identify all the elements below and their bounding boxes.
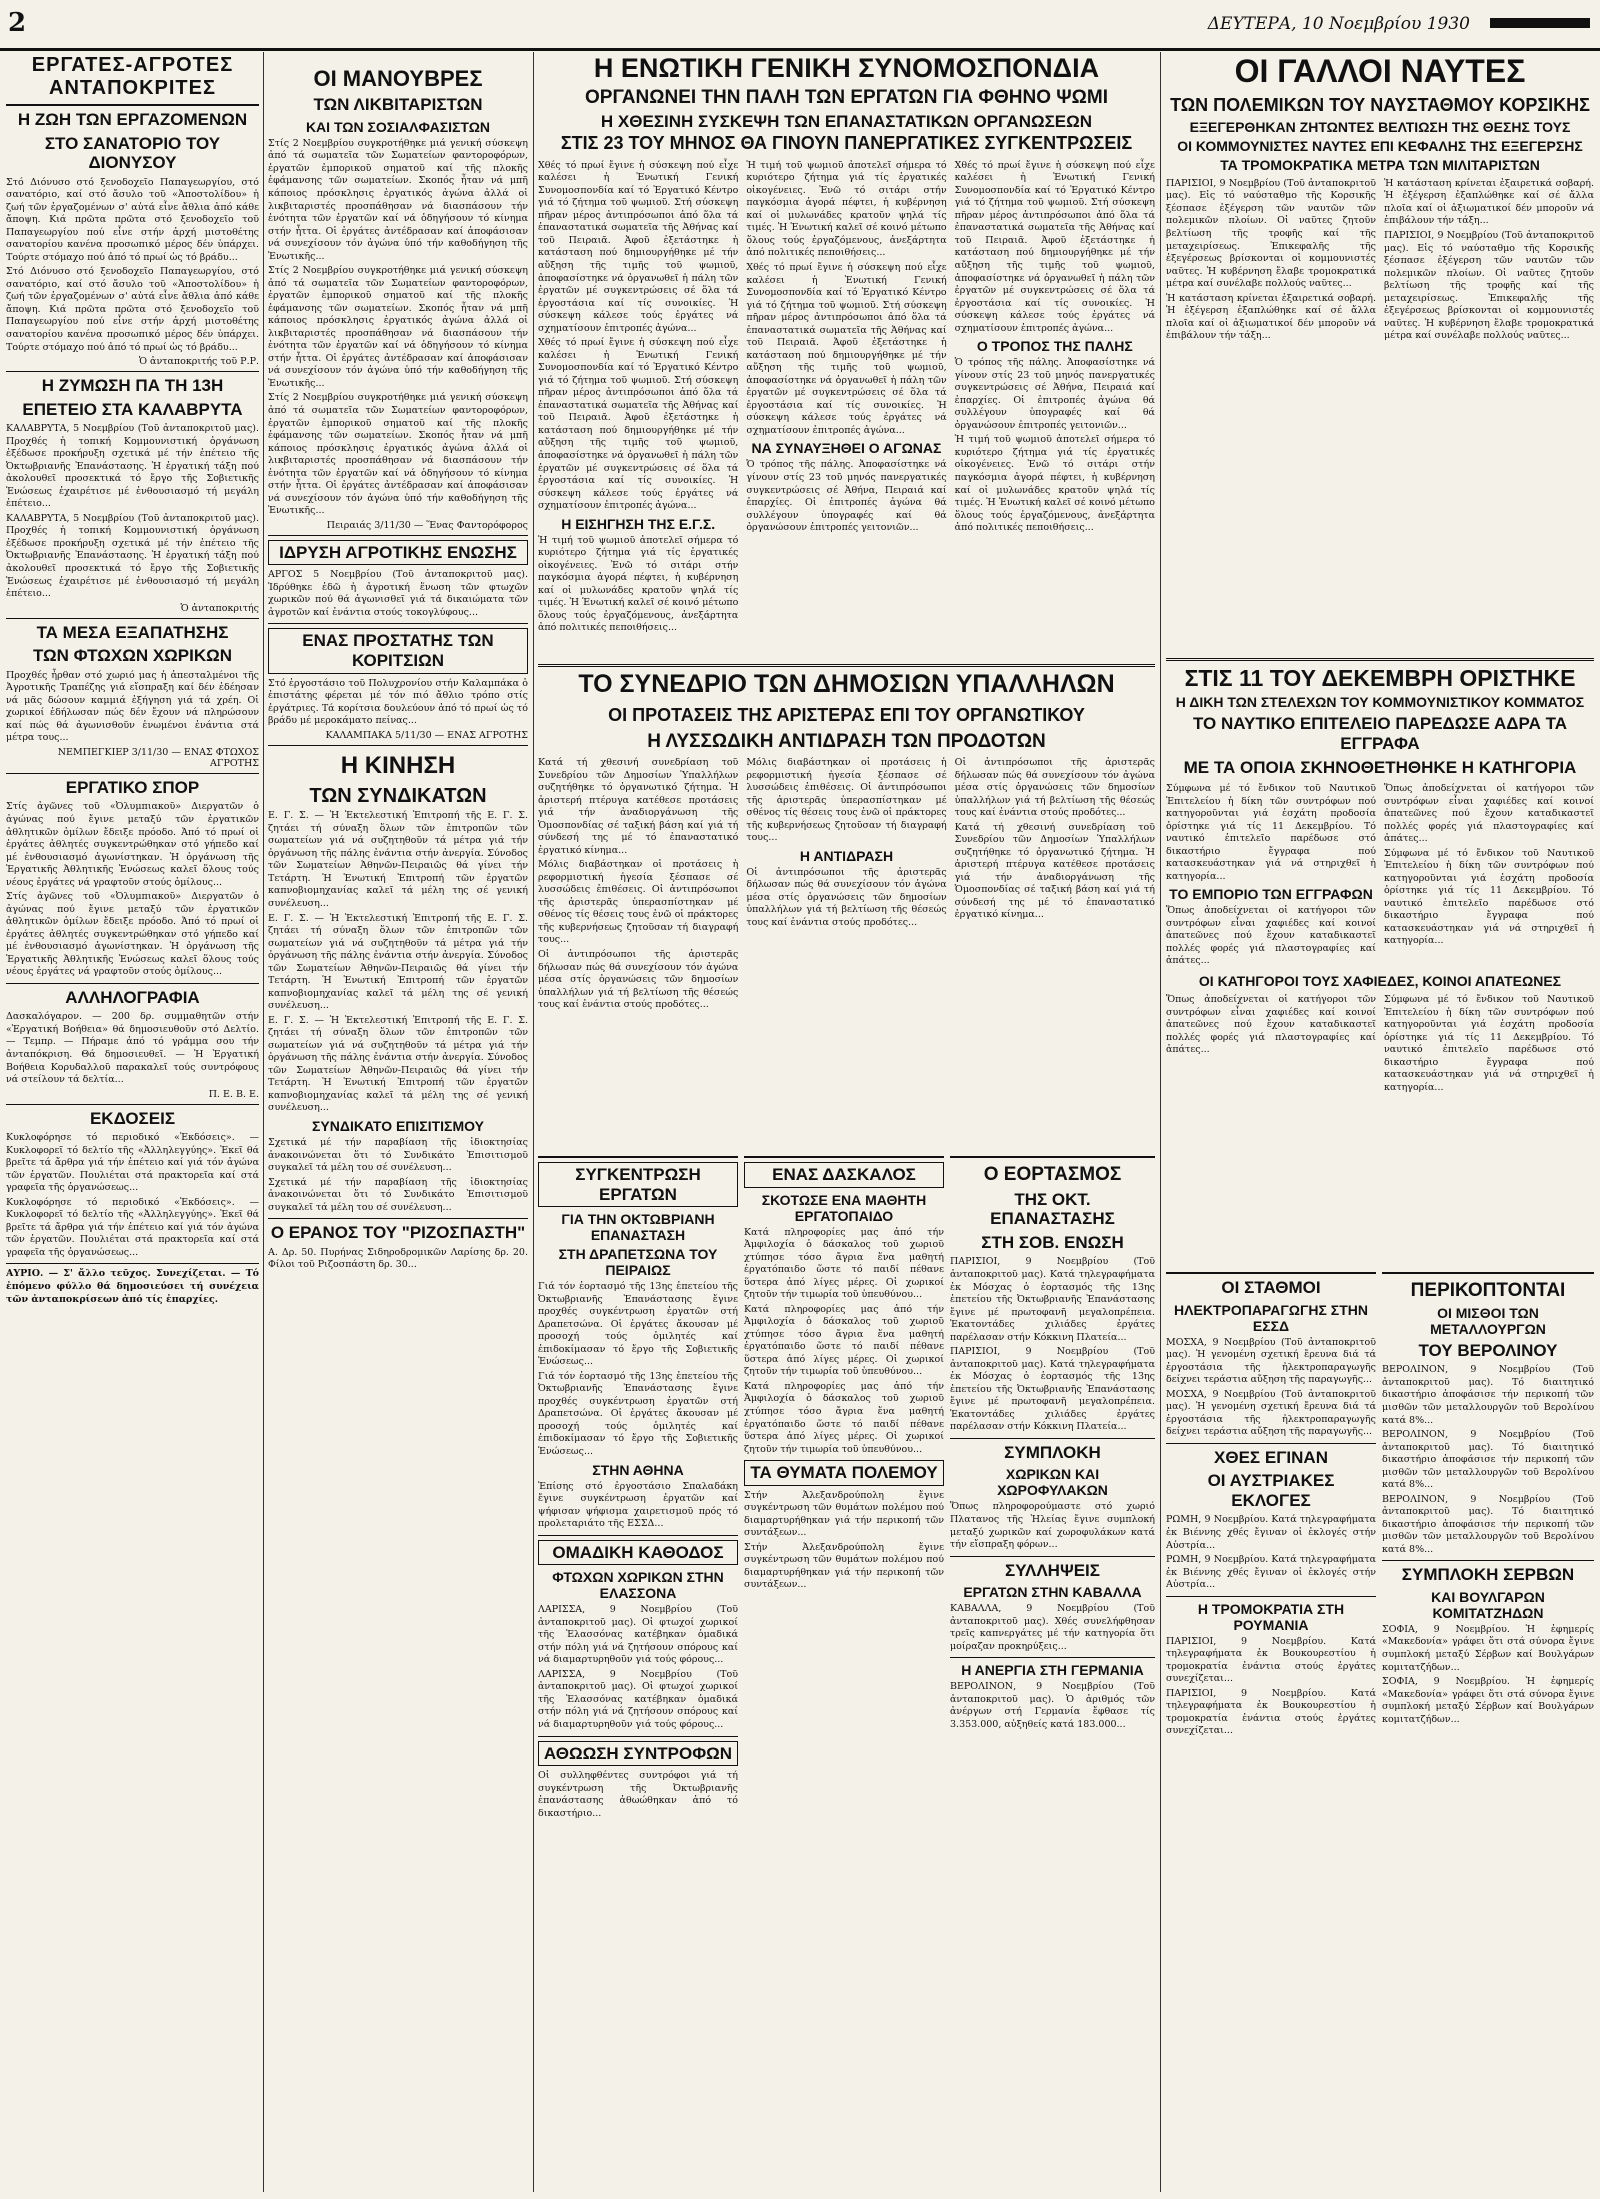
article-title: ΑΛΛΗΛΟΓΡΑΦΙΑ bbox=[65, 987, 200, 1007]
trial-article bbox=[1166, 658, 1594, 1271]
article-text-cont: Ἡ κατάσταση κρίνεται ἐξαιρετικά σοβαρή. Ἡ ἐξέγερση ἐξαπλώθηκε καί σέ ἄλλα πλοῖα καί οἱ ἀξιωματικοί δέν μποροῦν νά ἐπιβάλουν τήν τάξη... bbox=[1166, 292, 1376, 342]
article-text-cont: Κυκλοφόρησε τό περιοδικό «Ἐκδόσεις». — Κυκλοφορεῖ τό δελτίο τῆς «Ἀλληλεγγύης». Ἐκεῖ θά βρεῖτε τά ἄρθρα γιά τήν ἐπέτειο καί γιά τόν ἀγώνα τῶν ἐργατῶν. Πουλιέται στά πρακτορεῖα καί στά γραφεῖα τῆς ὀργανώσεως... bbox=[6, 1196, 259, 1258]
article-subhead: ΟΙ ΚΑΤΗΓΟΡΟΙ ΤΟΥΣ ΧΑΦΙΕΔΕΣ, ΚΟΙΝΟΙ ΑΠΑΤΕΩΝΕΣ bbox=[1198, 972, 1562, 989]
article-subtitle: ΚΑΙ ΤΩΝ ΣΟΣΙΑΛΦΑΣΙΣΤΩΝ bbox=[305, 118, 491, 135]
article-title: ΟΙ ΓΑΛΛΟΙ ΝΑΥΤΕΣ bbox=[1234, 54, 1526, 89]
article-text-cont: Σύμφωνα μέ τό ἔνδικον τοῦ Ναυτικοῦ Ἐπιτελείου ἡ δίκη τῶν συντρόφων πού κατηγοροῦνται γιά ἐσχάτη προδοσία ὁρίστηκε γιά τίς 11 Δεκεμβρίου. Τό ναυτικό ἐπιτελεῖο παρέδωσε στό δικαστήριο ἔγγραφα πού κατασκευάστηκαν γιά νά στηριχθεῖ ἡ κατηγορία... bbox=[1384, 847, 1594, 947]
article-subhead: ΤΟ ΕΜΠΟΡΙΟ ΤΩΝ ΕΓΓΡΑΦΩΝ bbox=[1169, 886, 1373, 903]
article-text: ΠΑΡΙΣΙΟΙ, 9 Νοεμβρίου (Τοῦ ἀνταποκριτοῦ μας). Κατά τηλεγραφήματα ἐκ Μόσχας ὁ ἑορτασμός τῆς 13ης ἐπετείου τῆς Ὀκτωβριανῆς Ἐπανάστασης ἔγινε μέ πρωτοφανῆ μεγαλοπρέπεια. Ἑκατοντάδες χιλιάδες ἐργάτες παρέλασαν στήν Κόκκινη Πλατεία... bbox=[950, 1256, 1155, 1343]
article-text: ΑΡΓΟΣ 5 Νοεμβρίου (Τοῦ ἀνταποκριτοῦ μας). Ἱδρύθηκε ἐδῶ ἡ ἀγροτική ἕνωση τῶν φτωχῶν χωρικῶν πού θά ἀγωνισθεῖ γιά τά δικαιώματα τῶν ἀγροτῶν καί ἐνάντια στούς τοκογλύφους... bbox=[268, 569, 528, 618]
article-text: Στίς ἀγῶνες τοῦ «Ὀλυμπιακοῦ» Διεργατῶν ὁ ἀγώνας πού ἔγινε μεταξύ τῶν ἐργατικῶν ἀθλητικῶν ὁμίλων ἔδειξε πρόοδο. Ἀπό τό πρωί οἱ ἐργάτες ἀθλητές συγκεντρώθηκαν στό γήπεδο καί μέ ἐνθουσιασμό ἀγωνίστηκαν. Ἡ ὀργάνωση τῆς Ἐργατικῆς Ἀθλητικῆς Ἑνώσεως καλεῖ ὅλους τούς νέους ἐργάτες νά γραφτοῦν στούς ὁμίλους... bbox=[6, 801, 259, 888]
article-text: ΠΑΡΙΣΙΟΙ, 9 Νοεμβρίου (Τοῦ ἀνταποκριτοῦ μας). Εἰς τό ναύσταθμο τῆς Κορσικῆς ξέσπασε ἐξέγερση τῶν ναυτῶν τῶν πολεμικῶν πλοίων. Οἱ ναῦτες ζητοῦν βελτίωση τῆς τροφῆς καί τῆς μεταχειρίσεως. Ἐπικεφαλῆς τῆς ἐξεγέρσεως βρίσκονται οἱ κομμουνιστές ναῦτες. Ἡ κυβέρνηση ἔλαβε τρομοκρατικά μέτρα καί συνέλαβε πολλούς ναῦτες... bbox=[1166, 177, 1376, 290]
article-text: Ἐπίσης στό ἐργοστάσιο Σπαλαδάκη ἔγινε συγκέντρωση ἐργατῶν καί ψήφισαν ψήφισμα χαιρετισμοῦ πρός τό προλεταριάτο τῆς ΕΣΣΔ... bbox=[538, 1480, 738, 1530]
article-signature: Πειραιάς 3/11/30 — Ἕνας Φαντορόφορος bbox=[326, 519, 528, 531]
article-text: Χθές τό πρωί ἔγινε ἡ σύσκεψη πού εἶχε καλέσει ἡ Ἑνωτική Γενική Συνομοσπονδία καί τό Ἐργατικό Κέντρο γιά τό ζήτημα τοῦ ψωμιοῦ. Στή σύσκεψη πῆραν μέρος ἀντιπρόσωποι ἀπό ὅλα τά ἐπαναστατικά σωματεῖα τῆς Ἀθήνας καί τοῦ Πειραιᾶ. Ἀφοῦ ἐξετάστηκε ἡ κατάσταση πού δημιουργήθηκε μέ τήν αὔξηση τῆς τιμῆς τοῦ ψωμιοῦ, ἀποφασίστηκε νά ὀργανωθεῖ ἡ πάλη τῶν ἐργατῶν μέ συγκεντρώσεις σέ ὅλα τά ἐργοστάσια καί τίς συνοικίες. Ἡ σύσκεψη κάλεσε τούς ἐργάτες νά σχηματίσουν ἐπιτροπές ἀγώνα... bbox=[538, 159, 739, 334]
article-text: Στό ἐργοστάσιο τοῦ Πολυχρονίου στήν Καλαμπάκα ὁ ἐπιστάτης φέρεται μέ τόν πιό ἄθλιο τρόπο στίς ἐργάτριες. Τά κορίτσια δουλεύουν ἀπό τό πρωί ὡς τό βράδυ μέ μεροκάματο πείνας... bbox=[268, 677, 528, 727]
issue-date: ΔΕΥΤΕΡΑ, 10 Νοεμβρίου 1930 bbox=[1207, 14, 1470, 34]
article-text: ΣΟΦΙΑ, 9 Νοεμβρίου. Ἡ ἐφημερίς «Μακεδονία» γράφει ὅτι στά σύνορα ἔγινε συμπλοκή μεταξύ Σέρβων καί Βουλγάρων κομιτατζήδων... bbox=[1382, 1623, 1594, 1673]
article-subtitle: ΤΗΣ ΟΚΤ. ΕΠΑΝΑΣΤΑΣΗΣ bbox=[990, 1189, 1115, 1229]
article-subtitle: ΟΙ ΠΡΟΤΑΣΕΙΣ ΤΗΣ ΑΡΙΣΤΕΡΑΣ ΕΠΙ ΤΟΥ ΟΡΓΑΝΩΤΙΚΟΥ bbox=[608, 704, 1085, 725]
article-text-cont: Ε. Γ. Σ. — Ἡ Ἐκτελεστική Ἐπιτροπή τῆς Ε. Γ. Σ. ζητάει τή σύναξη ὅλων τῶν ἐπιτροπῶν τῶν σωματείων γιά νά συζητηθοῦν τά μέτρα γιά τήν ὀργάνωση τῆς πάλης ἐνάντια στήν ἀνεργία. Σύνοδος τῶν Σωματείων Ἀθηνῶν-Πειραιῶς θά γίνει τήν Τετάρτη. Ἡ Ἑνωτική Ἐπιτροπή τῶν ἐργατῶν καπνοβιομηχανίας καλεῖ τά μέλη της σέ γενική συνέλευση... bbox=[268, 1014, 528, 1114]
article-subtitle: ΕΠΕΤΕΙΟ ΣΤΑ ΚΑΛΑΒΡΥΤΑ bbox=[22, 399, 243, 419]
article-title: Ο ΕΡΑΝΟΣ ΤΟΥ "ΡΙΖΟΣΠΑΣΤΗ" bbox=[270, 1223, 526, 1243]
article-subtitle-2: ΤΟ ΝΑΥΤΙΚΟ ΕΠΙΤΕΛΕΙΟ ΠΑΡΕΔΩΣΕ ΑΔΡΑ ΤΑ ΕΓΓΡΑΦΑ bbox=[1192, 714, 1568, 753]
article-title: ΣΥΜΠΛΟΚΗ ΣΕΡΒΩΝ bbox=[1401, 1565, 1575, 1585]
article-text: Ὁ τρόπος τῆς πάλης. Ἀποφασίστηκε νά γίνουν στίς 23 τοῦ μηνός πανεργατικές συγκεντρώσεις σέ Ἀθήνα, Πειραιά καί ἐπαρχίες. Οἱ ἐπιτροπές ἀγώνα θά συλλέγουν ὑπογραφές καί θά ὀργανώσουν ἐπιτροπές γειτονιῶν... bbox=[746, 459, 947, 534]
article-text-cont: ΒΕΡΟΛΙΝΟΝ, 9 Νοεμβρίου (Τοῦ ἀνταποκριτοῦ μας). Τό διαιτητικό δικαστήριο ἀποφάσισε τήν περικοπή τῶν μισθῶν τῶν μεταλλουργῶν τοῦ Βερολίνου κατά 8%... bbox=[1382, 1429, 1594, 1491]
article-text: ΛΑΡΙΣΣΑ, 9 Νοεμβρίου (Τοῦ ἀνταποκριτοῦ μας). Οἱ φτωχοί χωρικοί τῆς Ἐλασσόνας κατέβηκαν ὁμαδικά στήν πόλη γιά νά ζητήσουν σπόρους καί νά διαμαρτυρηθοῦν γιά τούς φόρους... bbox=[538, 1604, 738, 1666]
article-text-cont: ΠΑΡΙΣΙΟΙ, 9 Νοεμβρίου (Τοῦ ἀνταποκριτοῦ μας). Κατά τηλεγραφήματα ἐκ Μόσχας ὁ ἑορτασμός τῆς 13ης ἐπετείου τῆς Ὀκτωβριανῆς Ἐπανάστασης ἔγινε μέ πρωτοφανῆ μεγαλοπρέπεια. Ἑκατοντάδες χιλιάδες ἐργάτες παρέλασαν στήν Κόκκινη Πλατεία... bbox=[950, 1346, 1155, 1433]
article-text-cont: Στήν Ἀλεξανδρούπολη ἔγινε συγκέντρωση τῶν θυμάτων πολέμου πού διαμαρτυρήθηκαν γιά τήν περικοπή τῶν συντάξεων... bbox=[744, 1541, 944, 1591]
article-title: Η ΑΝΕΡΓΙΑ ΣΤΗ ΓΕΡΜΑΝΙΑ bbox=[961, 1662, 1144, 1679]
article-signature: Π. Ε. Β. Ε. bbox=[208, 1088, 259, 1100]
article-text-cont: Κατά πληροφορίες μας ἀπό τήν Ἀμφιλοχία ὁ δάσκαλος τοῦ χωριοῦ χτύπησε τόσο ἄγρια ἕνα μαθητή ἐργατόπαιδο ὥστε τό παιδί πέθανε ὕστερα ἀπό λίγες μέρες. Οἱ χωρικοί ζητοῦν τήν τιμωρία τοῦ ὑπευθύνου... bbox=[744, 1303, 944, 1378]
news-left-column bbox=[1166, 1272, 1376, 2194]
article-text: Α. Δρ. 50. Πυρήνας Σιδηροδρομικῶν Λαρίσης δρ. 20. Φίλοι τοῦ Ριζοσπάστη δρ. 30... bbox=[268, 1246, 528, 1271]
article-title: Η ΖΩΗ ΤΩΝ ΕΡΓΑΖΟΜΕΝΩΝ bbox=[17, 110, 248, 129]
article-text-cont: ΚΑΛΑΒΡΥΤΑ, 5 Νοεμβρίου (Τοῦ ἀνταποκριτοῦ μας). Προχθές ἡ τοπική Κομμουνιστική ὀργάνωση ἐξέδωσε προκήρυξη σχετικά μέ τήν ἐπέτειο τῆς Ὀκτωβριανῆς Ἐπανάστασης. Ἡ ἐργατική τάξη πού ἀκολουθεῖ προσεκτικά τό ἔργο τῆς Σοβιετικῆς Ἑνώσεως ἐχαιρέτισε μέ ἐνθουσιασμό τή μεγάλη ἐπέτειο... bbox=[6, 512, 259, 600]
article-subtitle-3: ΜΕ ΤΑ ΟΠΟΙΑ ΣΚΗΝΟΘΕΤΗΘΗΚΕ Η ΚΑΤΗΓΟΡΙΑ bbox=[1183, 757, 1577, 777]
article-text-cont: Χθές τό πρωί ἔγινε ἡ σύσκεψη πού εἶχε καλέσει ἡ Ἑνωτική Γενική Συνομοσπονδία καί τό Ἐργατικό Κέντρο γιά τό ζήτημα τοῦ ψωμιοῦ. Στή σύσκεψη πῆραν μέρος ἀντιπρόσωποι ἀπό ὅλα τά ἐπαναστατικά σωματεῖα τῆς Ἀθήνας καί τοῦ Πειραιᾶ. Ἀφοῦ ἐξετάστηκε ἡ κατάσταση πού δημιουργήθηκε μέ τήν αὔξηση τῆς τιμῆς τοῦ ψωμιοῦ, ἀποφασίστηκε νά ὀργανωθεῖ ἡ πάλη τῶν ἐργατῶν μέ συγκεντρώσεις σέ ὅλα τά ἐργοστάσια καί τίς συνοικίες. Ἡ σύσκεψη κάλεσε τούς ἐργάτες νά σχηματίσουν ἐπιτροπές ἀγώνα... bbox=[746, 262, 947, 436]
teacher-article bbox=[744, 1156, 944, 2194]
article-text: Στό Διόνυσο στό ξενοδοχεῖο Παπαγεωργίου, στό σανατόριο, καί στό ἄσυλο τοῦ «Ἀποστολίδου» ἡ ζωή τῶν ἐργαζομένων σ' αὐτά εἶνε ἄθλια ἀπό κάθε ἄποψη. Κιά πρῶτα πρῶτα στό ξενοδοχεῖο τοῦ Παπαγεωργίου πού εἶνε στήν ἀρχή μιστοθέτης σανατορίου κανένα προσωπικό μέρος δέν ὑπάρχει. Τούρτε στόμαχο πού ἀπό τό πρωί ὡς τό βράδυ... bbox=[6, 176, 259, 263]
column-divider bbox=[1160, 52, 1161, 2192]
article-title: ΠΕΡΙΚΟΠΤΟΝΤΑΙ bbox=[1410, 1280, 1566, 1301]
header-rule-block bbox=[1490, 18, 1590, 28]
article-text-cont: Στό Διόνυσο στό ξενοδοχεῖο Παπαγεωργίου, στό σανατόριο, καί στό ἄσυλο τοῦ «Ἀποστολίδου» ἡ ζωή τῶν ἐργαζομένων σ' αὐτά εἶνε ἄθλια ἀπό κάθε ἄποψη. Κιά πρῶτα πρῶτα στό ξενοδοχεῖο τοῦ Παπαγεωργίου πού εἶνε στήν ἀρχή μιστοθέτης σανατορίου κανένα προσωπικό μέρος δέν ὑπάρχει. Τούρτε στόμαχο πού ἀπό τό πρωί ὡς τό βράδυ... bbox=[6, 266, 259, 353]
article-subtitle: ΓΙΑ ΤΗΝ ΟΚΤΩΒΡΙΑΝΗ ΕΠΑΝΑΣΤΑΣΗ bbox=[561, 1211, 715, 1244]
article-subtitle: Η ΔΙΚΗ ΤΩΝ ΣΤΕΛΕΧΩΝ ΤΟΥ ΚΟΜΜΟΥΝΙΣΤΙΚΟΥ ΚΟΜΜΑΤΟΣ bbox=[1175, 694, 1585, 711]
article-subhead: ΝΑ ΣΥΝΑΥΞΗΘΕΙ Ο ΑΓΩΝΑΣ bbox=[751, 440, 942, 457]
article-signature: Ὁ ἀνταποκριτής bbox=[180, 602, 259, 614]
article-title: Η ΖΥΜΩΣΗ ΠΑ ΤΗ 13Η bbox=[41, 376, 224, 396]
page-number: 2 bbox=[8, 8, 27, 38]
article-text-cont: ΠΑΡΙΣΙΟΙ, 9 Νοεμβρίου. Κατά τηλεγραφήματα ἐκ Βουκουρεστίου ἡ τρομοκρατία ἐνάντια στούς ἐργάτες συνεχίζεται... bbox=[1166, 1687, 1376, 1737]
main-subheadline-3: ΣΤΙΣ 23 ΤΟΥ ΜΗΝΟΣ ΘΑ ΓΙΝΟΥΝ ΠΑΝΕΡΓΑΤΙΚΕΣ ΣΥΓΚΕΝΤΡΩΣΕΙΣ bbox=[560, 133, 1133, 154]
column-divider bbox=[263, 52, 264, 2192]
article-title: Ο ΕΟΡΤΑΣΜΟΣ bbox=[983, 1164, 1122, 1185]
article-title: ΟΙ ΣΤΑΘΜΟΙ bbox=[1221, 1278, 1321, 1297]
article-title: ΤΑ ΘΥΜΑΤΑ ΠΟΛΕΜΟΥ bbox=[744, 1460, 944, 1486]
article-text: Ὁ τρόπος τῆς πάλης. Ἀποφασίστηκε νά γίνουν στίς 23 τοῦ μηνός πανεργατικές συγκεντρώσεις σέ Ἀθήνα, Πειραιά καί ἐπαρχίες. Οἱ ἐπιτροπές ἀγώνα θά συλλέγουν ὑπογραφές καί θά ὀργανώσουν ἐπιτροπές γειτονιῶν... bbox=[954, 357, 1155, 431]
article-text-cont: Οἱ ἀντιπρόσωποι τῆς ἀριστερᾶς δήλωσαν πώς θά συνεχίσουν τόν ἀγώνα μέσα στίς ὀργανώσεις τῶν δημοσίων ὑπαλλήλων γιά τή βελτίωση τῆς θέσεώς τους καί ἐνάντια στούς προδότες... bbox=[538, 949, 739, 1011]
article-subhead: Η ΕΙΣΗΓΗΣΗ ΤΗΣ Ε.Γ.Σ. bbox=[561, 515, 716, 532]
article-title: ΣΥΓΚΕΝΤΡΩΣΗ ΕΡΓΑΤΩΝ bbox=[538, 1162, 738, 1207]
article-text: ΡΩΜΗ, 9 Νοεμβρίου. Κατά τηλεγραφήματα ἐκ Βιέννης χθές ἔγιναν οἱ ἐκλογές στήν Αὐστρία... bbox=[1166, 1514, 1376, 1551]
article-subtitle: ΣΥΝΔΙΚΑΤΟ ΕΠΙΣΙΤΙΣΜΟΥ bbox=[312, 1118, 484, 1135]
article-subtitle: ΤΩΝ ΦΤΩΧΩΝ ΧΩΡΙΚΩΝ bbox=[32, 646, 233, 666]
article-text: ΒΕΡΟΛΙΝΟΝ, 9 Νοεμβρίου (Τοῦ ἀνταποκριτοῦ μας). Ὁ ἀριθμός τῶν ἀνέργων στή Γερμανία ἔφθασε τίς 3.353.000, αὐξηθείς κατά 183.000... bbox=[950, 1681, 1155, 1730]
article-title: Η ΤΡΟΜΟΚΡΑΤΙΑ ΣΤΗ ΡΟΥΜΑΝΙΑ bbox=[1197, 1600, 1345, 1633]
article-subtitle-4: ΤΑ ΤΡΟΜΟΚΡΑΤΙΚΑ ΜΕΤΡΑ ΤΩΝ ΜΙΛΙΤΑΡΙΣΤΩΝ bbox=[1220, 156, 1540, 173]
article-subtitle-2: ΤΟΥ ΒΕΡΟΛΙΝΟΥ bbox=[1418, 1340, 1558, 1360]
article-subtitle: ΣΤΟ ΣΑΝΑΤΟΡΙΟ ΤΟΥ ΔΙΟΝΥΣΟΥ bbox=[44, 133, 221, 173]
article-text: Δασκαλόγαρον. — 200 δρ. συμμαθητῶν στήν «Ἐργατική Βοήθεια» θά δημοσιευθοῦν στό Δελτίο. — Τεμπρ. — Πήραμε ἀπό τό γράμμα σου τήν ἀνταπόκριση. Θά δημοσιευθεῖ. — Ἡ Ἐργατική Βοήθεια Κορυδαλλοῦ παρακαλεῖ τούς συντρόφους νά στείλουν τά δελτία... bbox=[6, 1011, 259, 1086]
article-title: ΤΟ ΣΥΝΕΔΡΙΟ ΤΩΝ ΔΗΜΟΣΙΩΝ ΥΠΑΛΛΗΛΩΝ bbox=[578, 670, 1115, 698]
article-text-cont: ΡΩΜΗ, 9 Νοεμβρίου. Κατά τηλεγραφήματα ἐκ Βιέννης χθές ἔγιναν οἱ ἐκλογές στήν Αὐστρία... bbox=[1166, 1554, 1376, 1591]
article-title: ΣΥΜΠΛΟΚΗ bbox=[1004, 1442, 1101, 1462]
column-correspondents bbox=[6, 52, 259, 2192]
article-signature: ΚΑΛΑΜΠΑΚΑ 5/11/30 — ΕΝΑΣ ΑΓΡΟΤΗΣ bbox=[325, 729, 528, 741]
article-text-cont: ΣΟΦΙΑ, 9 Νοεμβρίου. Ἡ ἐφημερίς «Μακεδονία» γράφει ὅτι στά σύνορα ἔγινε συμπλοκή μεταξύ Σέρβων καί Βουλγάρων κομιτατζήδων... bbox=[1382, 1676, 1594, 1725]
article-text: Ἡ τιμή τοῦ ψωμιοῦ ἀποτελεῖ σήμερα τό κυριότερο ζήτημα γιά τίς ἐργατικές οἰκογένειες. Ἐνῶ τό σιτάρι στήν παγκόσμια ἀγορά πέφτει, ἡ κυβέρνηση καί οἱ μυλωνάδες κρατοῦν ψηλά τίς τιμές. Ἡ Ἑνωτική καλεῖ σέ κοινό μέτωπο ὅλους τούς ἐργαζόμενους, ἀνεξάρτητα ἀπό πολιτικές πεποιθήσεις... bbox=[746, 159, 947, 259]
article-text-cont: Σχετικά μέ τήν παραβίαση τῆς ἰδιοκτησίας ἀνακοινώνεται ὅτι τό Συνδικάτο Ἐπισιτισμοῦ συγκαλεῖ τά μέλη του σέ συνέλευση... bbox=[268, 1176, 528, 1213]
article-text-cont: Κατά πληροφορίες μας ἀπό τήν Ἀμφιλοχία ὁ δάσκαλος τοῦ χωριοῦ χτύπησε τόσο ἄγρια ἕνα μαθητή ἐργατόπαιδο ὥστε τό παιδί πέθανε ὕστερα ἀπό λίγες μέρες. Οἱ χωρικοί ζητοῦν τήν τιμωρία τοῦ ὑπευθύνου... bbox=[744, 1380, 944, 1455]
article-text-cont: ΜΟΣΧΑ, 9 Νοεμβρίου (Τοῦ ἀνταποκριτοῦ μας). Ἡ γενομένη σχετική ἔρευνα διά τά ἐργοστάσια τῆς ἠλεκτροπαραγωγῆς δείχνει τεράστια αὔξηση τῆς παραγωγῆς... bbox=[1166, 1388, 1376, 1438]
article-text: Χθές τό πρωί ἔγινε ἡ σύσκεψη πού εἶχε καλέσει ἡ Ἑνωτική Γενική Συνομοσπονδία καί τό Ἐργατικό Κέντρο γιά τό ζήτημα τοῦ ψωμιοῦ. Στή σύσκεψη πῆραν μέρος ἀντιπρόσωποι ἀπό ὅλα τά ἐπαναστατικά σωματεῖα τῆς Ἀθήνας καί τοῦ Πειραιᾶ. Ἀφοῦ ἐξετάστηκε ἡ κατάσταση πού δημιουργήθηκε μέ τήν αὔξηση τῆς τιμῆς τοῦ ψωμιοῦ, ἀποφασίστηκε νά ὀργανωθεῖ ἡ πάλη τῶν ἐργατῶν μέ συγκεντρώσεις σέ ὅλα τά ἐργοστάσια καί τίς συνοικίες. Ἡ σύσκεψη κάλεσε τούς ἐργάτες νά σχηματίσουν ἐπιτροπές ἀγώνα... bbox=[954, 159, 1155, 334]
article-text-cont: Ε. Γ. Σ. — Ἡ Ἐκτελεστική Ἐπιτροπή τῆς Ε. Γ. Σ. ζητάει τή σύναξη ὅλων τῶν ἐπιτροπῶν τῶν σωματείων γιά νά συζητηθοῦν τά μέτρα γιά τήν ὀργάνωση τῆς πάλης ἐνάντια στήν ἀνεργία. Σύνοδος τῶν Σωματείων Ἀθηνῶν-Πειραιῶς θά γίνει τήν Τετάρτη. Ἡ Ἑνωτική Ἐπιτροπή τῶν ἐργατῶν καπνοβιομηχανίας καλεῖ τά μέλη της σέ γενική συνέλευση... bbox=[268, 912, 528, 1012]
article-text: Γιά τόν ἑορτασμό τῆς 13ης ἐπετείου τῆς Ὀκτωβριανῆς Ἐπανάστασης ἔγινε προχθές συγκέντρωση ἐργατῶν στή Δραπετσώνα. Οἱ ἐργάτες ἄκουσαν μέ προσοχή τούς ὁμιλητές καί ἐπιδοκίμασαν τό ἔργο τῆς Σοβιετικῆς Ἑνώσεως... bbox=[538, 1281, 738, 1368]
article-text: ΒΕΡΟΛΙΝΟΝ, 9 Νοεμβρίου (Τοῦ ἀνταποκριτοῦ μας). Τό διαιτητικό δικαστήριο ἀποφάσισε τήν περικοπή τῶν μισθῶν τῶν μεταλλουργῶν τοῦ Βερολίνου κατά 8%... bbox=[1382, 1364, 1594, 1426]
ussr-column bbox=[950, 1156, 1155, 2194]
article-text-cont: ΒΕΡΟΛΙΝΟΝ, 9 Νοεμβρίου (Τοῦ ἀνταποκριτοῦ μας). Τό διαιτητικό δικαστήριο ἀποφάσισε τήν περικοπή τῶν μισθῶν τῶν μεταλλουργῶν τοῦ Βερολίνου κατά 8%... bbox=[1382, 1493, 1594, 1555]
article-subhead: ΣΤΗΝ ΑΘΗΝΑ bbox=[592, 1461, 684, 1478]
article-subtitle-2: Η ΛΥΣΣΩΔΙΚΗ ΑΝΤΙΔΡΑΣΗ ΤΩΝ ΠΡΟΔΟΤΩΝ bbox=[647, 731, 1046, 753]
article-subtitle: ΧΩΡΙΚΩΝ ΚΑΙ ΧΩΡΟΦΥΛΑΚΩΝ bbox=[997, 1466, 1108, 1499]
article-text: Προχθές ἦρθαν στό χωριό μας ἡ ἀπεσταλμένοι τῆς Ἀγροτικῆς Τραπέζης γιά εἴσπραξη καί δέν ἐδέησαν νά μᾶς δώσουν καμμιά ἐξήγηση γιά τά χρέη. Οἱ χωρικοί ἐδήλωσαν πώς δέν ἔχουν νά πληρώσουν καί πώς θά ἀγωνισθοῦν ἑνωμένοι ἐνάντια στά μέτρα τους... bbox=[6, 669, 259, 744]
article-title: Η ΚΙΝΗΣΗ bbox=[340, 751, 456, 779]
article-subhead: Η ΑΝΤΙΔΡΑΣΗ bbox=[799, 847, 894, 864]
page-header bbox=[0, 0, 1600, 51]
article-text: Κατά τή χθεσινή συνεδρίαση τοῦ Συνεδρίου τῶν Δημοσίων Ὑπαλλήλων συζητήθηκε τό ὀργανωτικό ζήτημα. Ἡ ἀριστερή πτέρυγα κατέθεσε προτάσεις γιά τήν ἀναδιοργάνωση τῆς Ὁμοσπονδίας σέ ταξική βάση καί γιά τή σύνδεσή της μέ τό ἐπαναστατικό ἐργατικό κίνημα... bbox=[538, 757, 739, 856]
article-text-cont: Ἡ τιμή τοῦ ψωμιοῦ ἀποτελεῖ σήμερα τό κυριότερο ζήτημα γιά τίς ἐργατικές οἰκογένειες. Ἐνῶ τό σιτάρι στήν παγκόσμια ἀγορά πέφτει, ἡ κυβέρνηση καί οἱ μυλωνάδες κρατοῦν ψηλά τίς τιμές. Ἡ Ἑνωτική καλεῖ σέ κοινό μέτωπο ὅλους τούς ἐργαζόμενους, ἀνεξάρτητα ἀπό πολιτικές πεποιθήσεις... bbox=[954, 434, 1155, 534]
article-signature: ΝΕΜΠΕΓΚΙΕΡ 3/11/30 — ΕΝΑΣ ΦΤΩΧΟΣ ΑΓΡΟΤΗΣ bbox=[57, 746, 259, 769]
congress-article bbox=[538, 664, 1155, 1155]
article-text-cont: Στίς 2 Νοεμβρίου συγκροτήθηκε μιά γενική σύσκεψη ἀπό τά σωματεῖα τῶν Σωματείων φαντοροφόρων, ἐργατῶν ἐμπορικοῦ σηματοῦ καί τῆς πλοκῆς ἐφάμανσης τῶν σωματείων. Σκοπός ἦταν νά μπῆ κάποιος πρόσκλησις ἐργατικός ἀγώνα ἀλλά οἱ λικβιταριστές προσπάθησαν νά διασπάσουν τήν ἑνότητα τῶν ἐργατῶν καί νά ὁδηγήσουν τό κίνημα στήν ἧττα. Οἱ ἐργάτες ἀντέδρασαν καί ἀποφάσισαν νά συνεχίσουν τόν ἀγώνα ὑπό τήν καθοδήγηση τῆς Ἑνωτικῆς... bbox=[268, 265, 528, 389]
article-text-cont: Σύμφωνα μέ τό ἔνδικον τοῦ Ναυτικοῦ Ἐπιτελείου ἡ δίκη τῶν συντρόφων πού κατηγοροῦνται γιά ἐσχάτη προδοσία ὁρίστηκε γιά τίς 11 Δεκεμβρίου. Τό ναυτικό ἐπιτελεῖο παρέδωσε στό δικαστήριο ἔγγραφα πού κατασκευάστηκαν γιά νά στηριχθεῖ ἡ κατηγορία... bbox=[1384, 993, 1594, 1093]
article-text: ΜΟΣΧΑ, 9 Νοεμβρίου (Τοῦ ἀνταποκριτοῦ μας). Ἡ γενομένη σχετική ἔρευνα διά τά ἐργοστάσια τῆς ἠλεκτροπαραγωγῆς δείχνει τεράστια αὔξηση τῆς παραγωγῆς... bbox=[1166, 1336, 1376, 1386]
article-text: Ὅπως ἀποδείχνεται οἱ κατήγοροι τῶν συντρόφων εἶναι χαφιέδες καί κοινοί ἀπατεῶνες πού ἔχουν καταδικαστεῖ πολλές φορές γιά πλαστογραφίες καί ἀπάτες... bbox=[1166, 993, 1376, 1056]
article-title: ΙΔΡΥΣΗ ΑΓΡΟΤΙΚΗΣ ΕΝΩΣΗΣ bbox=[268, 540, 528, 566]
article-title: ΣΤΙΣ 11 ΤΟΥ ΔΕΚΕΜΒΡΗ ΟΡΙΣΤΗΚΕ bbox=[1184, 665, 1576, 691]
article-text-cont: Στίς ἀγῶνες τοῦ «Ὀλυμπιακοῦ» Διεργατῶν ὁ ἀγώνας πού ἔγινε μεταξύ τῶν ἐργατικῶν ἀθλητικῶν ὁμίλων ἔδειξε πρόοδο. Ἀπό τό πρωί οἱ ἐργάτες ἀθλητές συγκεντρώθηκαν στό γήπεδο καί μέ ἐνθουσιασμό ἀγωνίστηκαν. Ἡ ὀργάνωση τῆς Ἐργατικῆς Ἀθλητικῆς Ἑνώσεως καλεῖ ὅλους τούς νέους ἐργάτες νά γραφτοῦν στούς ὁμίλους... bbox=[6, 891, 259, 978]
main-subheadline: ΟΡΓΑΝΩΝΕΙ ΤΗΝ ΠΑΛΗ ΤΩΝ ΕΡΓΑΤΩΝ ΓΙΑ ΦΘΗΝΟ ΨΩΜΙ bbox=[585, 86, 1108, 108]
article-text-cont: Κατά τή χθεσινή συνεδρίαση τοῦ Συνεδρίου τῶν Δημοσίων Ὑπαλλήλων συζητήθηκε τό ὀργανωτικό ζήτημα. Ἡ ἀριστερή πτέρυγα κατέθεσε προτάσεις γιά τήν ἀναδιοργάνωση τῆς Ὁμοσπονδίας σέ ταξική βάση καί γιά τή σύνδεσή της μέ τό ἐπαναστατικό ἐργατικό κίνημα... bbox=[954, 821, 1155, 921]
column-divider bbox=[533, 52, 534, 2192]
article-text: Μόλις διαβάστηκαν οἱ προτάσεις ἡ ρεφορμιστική ἡγεσία ξέσπασε σέ λυσσώδεις ἐπιθέσεις. Οἱ ἀντιπρόσωποι τῆς ἀριστερᾶς ὑπερασπίστηκαν μέ σθένος τίς θέσεις τους ἐνῶ οἱ πράκτορες τῆς κυβερνήσεως ζητοῦσαν τή διαγραφή τους... bbox=[746, 757, 947, 844]
article-subtitle: ΣΚΟΤΩΣΕ ΕΝΑ ΜΑΘΗΤΗ ΕΡΓΑΤΟΠΑΙΔΟ bbox=[761, 1191, 927, 1224]
article-title: ΑΘΩΩΣΗ ΣΥΝΤΡΟΦΩΝ bbox=[538, 1741, 738, 1767]
article-subtitle-2: ΕΞΕΓΕΡΘΗΚΑΝ ΖΗΤΩΝΤΕΣ ΒΕΛΤΙΩΣΗ ΤΗΣ ΘΕΣΗΣ ΤΟΥΣ bbox=[1189, 118, 1571, 135]
article-text: ΠΑΡΙΣΙΟΙ, 9 Νοεμβρίου. Κατά τηλεγραφήματα ἐκ Βουκουρεστίου ἡ τρομοκρατία ἐνάντια στούς ἐργάτες συνεχίζεται... bbox=[1166, 1635, 1376, 1685]
article-text-cont: Μόλις διαβάστηκαν οἱ προτάσεις ἡ ρεφορμιστική ἡγεσία ξέσπασε σέ λυσσώδεις ἐπιθέσεις. Οἱ ἀντιπρόσωποι τῆς ἀριστερᾶς ὑπερασπίστηκαν μέ σθένος τίς θέσεις τους ἐνῶ οἱ πράκτορες τῆς κυβερνήσεως ζητοῦσαν τή διαγραφή τους... bbox=[538, 859, 739, 946]
article-text: Ὅπως ἀποδείχνεται οἱ κατήγοροι τῶν συντρόφων εἶναι χαφιέδες καί κοινοί ἀπατεῶνες πού ἔχουν καταδικαστεῖ πολλές φορές γιά πλαστογραφίες καί ἀπάτες... bbox=[1384, 783, 1594, 845]
article-text: Ὅπως πληροφορούμαστε στό χωριό Πλατανος τῆς Ἠλείας ἔγινε συμπλοκή μεταξύ χωρικῶν καί χωροφυλάκων κατά τήν εἴσπραξη φόρων... bbox=[950, 1501, 1155, 1551]
article-subtitle: ΟΙ ΜΙΣΘΟΙ ΤΩΝ ΜΕΤΑΛΛΟΥΡΓΩΝ bbox=[1430, 1304, 1546, 1337]
article-title: ΕΝΑΣ ΔΑΣΚΑΛΟΣ bbox=[744, 1162, 944, 1188]
article-subtitle: ΤΩΝ ΠΟΛΕΜΙΚΩΝ ΤΟΥ ΝΑΥΣΤΑΘΜΟΥ ΚΟΡΣΙΚΗΣ bbox=[1170, 95, 1590, 116]
article-text: Ἡ τιμή τοῦ ψωμιοῦ ἀποτελεῖ σήμερα τό κυριότερο ζήτημα γιά τίς ἐργατικές οἰκογένειες. Ἐνῶ τό σιτάρι στήν παγκόσμια ἀγορά πέφτει, ἡ κυβέρνηση καί οἱ μυλωνάδες κρατοῦν ψηλά τίς τιμές. Ἡ Ἑνωτική καλεῖ σέ κοινό μέτωπο ὅλους τούς ἐργαζόμενους, ἀνεξάρτητα ἀπό πολιτικές πεποιθήσεις... bbox=[538, 534, 739, 634]
column-unions bbox=[268, 52, 528, 2192]
article-subtitle: ΕΡΓΑΤΩΝ ΣΤΗΝ ΚΑΒΑΛΛΑ bbox=[963, 1584, 1142, 1601]
article-title: ΕΡΓΑΤΙΚΟ ΣΠΟΡ bbox=[65, 777, 200, 797]
article-text-cont: ΛΑΡΙΣΣΑ, 9 Νοεμβρίου (Τοῦ ἀνταποκριτοῦ μας). Οἱ φτωχοί χωρικοί τῆς Ἐλασσόνας κατέβηκαν ὁμαδικά στήν πόλη γιά νά ζητήσουν σπόρους καί νά διαμαρτυρηθοῦν γιά τούς φόρους... bbox=[538, 1668, 738, 1730]
article-title: ΣΥΛΛΗΨΕΙΣ bbox=[1005, 1560, 1100, 1580]
article-title: ΧΘΕΣ ΕΓΙΝΑΝ bbox=[1214, 1447, 1328, 1467]
article-signature: Ὁ ἀνταποκριτής τοῦ Ρ.Ρ. bbox=[138, 356, 259, 368]
article-title: ΟΙ ΜΑΝΟΥΒΡΕΣ bbox=[313, 66, 483, 91]
article-text: Στήν Ἀλεξανδρούπολη ἔγινε συγκέντρωση τῶν θυμάτων πολέμου πού διαμαρτυρήθηκαν γιά τήν περικοπή τῶν συντάξεων... bbox=[744, 1489, 944, 1539]
article-text-cont: ΠΑΡΙΣΙΟΙ, 9 Νοεμβρίου (Τοῦ ἀνταποκριτοῦ μας). Εἰς τό ναύσταθμο τῆς Κορσικῆς ξέσπασε ἐξέγερση τῶν ναυτῶν τῶν πολεμικῶν πλοίων. Οἱ ναῦτες ζητοῦν βελτίωση τῆς τροφῆς καί τῆς μεταχειρίσεως. Ἐπικεφαλῆς τῆς ἐξεγέρσεως βρίσκονται οἱ κομμουνιστές ναῦτες. Ἡ κυβέρνηση ἔλαβε τρομοκρατικά μέτρα καί συνέλαβε πολλούς ναῦτες... bbox=[1384, 230, 1594, 342]
article-subtitle: ΟΙ ΑΥΣΤΡΙΑΚΕΣ ΕΚΛΟΓΕΣ bbox=[1207, 1471, 1335, 1510]
article-text: Σύμφωνα μέ τό ἔνδικον τοῦ Ναυτικοῦ Ἐπιτελείου ἡ δίκη τῶν συντρόφων πού κατηγοροῦνται γιά ἐσχάτη προδοσία ὁρίστηκε γιά τίς 11 Δεκεμβρίου. Τό ναυτικό ἐπιτελεῖο παρέδωσε στό δικαστήριο ἔγγραφα πού κατασκευάστηκαν γιά νά στηριχθεῖ ἡ κατηγορία... bbox=[1166, 783, 1376, 882]
article-text-cont: Χθές τό πρωί ἔγινε ἡ σύσκεψη πού εἶχε καλέσει ἡ Ἑνωτική Γενική Συνομοσπονδία καί τό Ἐργατικό Κέντρο γιά τό ζήτημα τοῦ ψωμιοῦ. Στή σύσκεψη πῆραν μέρος ἀντιπρόσωποι ἀπό ὅλα τά ἐπαναστατικά σωματεῖα τῆς Ἀθήνας καί τοῦ Πειραιᾶ. Ἀφοῦ ἐξετάστηκε ἡ κατάσταση πού δημιουργήθηκε μέ τήν αὔξηση τῆς τιμῆς τοῦ ψωμιοῦ, ἀποφασίστηκε νά ὀργανωθεῖ ἡ πάλη τῶν ἐργατῶν μέ συγκεντρώσεις σέ ὅλα τά ἐργοστάσια καί τίς συνοικίες. Ἡ σύσκεψη κάλεσε τούς ἐργάτες νά σχηματίσουν ἐπιτροπές ἀγώνα... bbox=[538, 337, 739, 512]
rally-article bbox=[538, 1156, 738, 2194]
article-subtitle: ΤΩΝ ΛΙΚΒΙΤΑΡΙΣΤΩΝ bbox=[313, 95, 483, 115]
main-subheadline-2: Η ΧΘΕΣΙΝΗ ΣΥΣΚΕΨΗ ΤΩΝ ΕΠΑΝΑΣΤΑΤΙΚΩΝ ΟΡΓΑΝΩΣΕΩΝ bbox=[600, 111, 1093, 131]
article-text: Ἡ κατάσταση κρίνεται ἐξαιρετικά σοβαρή. Ἡ ἐξέγερση ἐξαπλώθηκε καί σέ ἄλλα πλοῖα καί οἱ ἀξιωματικοί δέν μποροῦν νά ἐπιβάλουν τήν τάξη... bbox=[1384, 177, 1594, 227]
article-subtitle: ΤΩΝ ΣΥΝΔΙΚΑΤΩΝ bbox=[309, 785, 487, 808]
article-title: ΤΑ ΜΕΣΑ ΕΞΑΠΑΤΗΣΗΣ bbox=[36, 622, 229, 642]
article-text: ΚΑΒΑΛΛΑ, 9 Νοεμβρίου (Τοῦ ἀνταποκριτοῦ μας). Χθές συνελήφθησαν τρεῖς καπνεργάτες μέ τήν κατηγορία ὅτι μοίραζαν προκηρύξεις... bbox=[950, 1603, 1155, 1652]
notice-text: ΑΥΡΙΟ. — Σ' ἄλλο τεῦχος. Συνεχίζεται. — Τό ἐπόμενο φύλλο θά δημοσιεύσει τή συνέχεια τῶν ἀνταποκρίσεων ἀπό τίς ἐπαρχίες. bbox=[6, 1268, 259, 1305]
article-subhead: Ο ΤΡΟΠΟΣ ΤΗΣ ΠΑΛΗΣ bbox=[976, 338, 1133, 355]
article-text: Κατά πληροφορίες μας ἀπό τήν Ἀμφιλοχία ὁ δάσκαλος τοῦ χωριοῦ χτύπησε τόσο ἄγρια ἕνα μαθητή ἐργατόπαιδο ὥστε τό παιδί πέθανε ὕστερα ἀπό λίγες μέρες. Οἱ χωρικοί ζητοῦν τήν τιμωρία τοῦ ὑπευθύνου... bbox=[744, 1226, 944, 1301]
article-text: Κυκλοφόρησε τό περιοδικό «Ἐκδόσεις». — Κυκλοφορεῖ τό δελτίο τῆς «Ἀλληλεγγύης». Ἐκεῖ θά βρεῖτε τά ἄρθρα γιά τήν ἐπέτειο καί γιά τόν ἀγώνα τῶν ἐργατῶν. Πουλιέται στά πρακτορεῖα καί στά γραφεῖα τῆς ὀργανώσεως... bbox=[6, 1132, 259, 1194]
news-right-column bbox=[1382, 1272, 1594, 2194]
section-band: ΕΡΓΑΤΕΣ-ΑΓΡΟΤΕΣ ΑΝΤΑΠΟΚΡΙΤΕΣ bbox=[6, 52, 259, 106]
article-text: Ε. Γ. Σ. — Ἡ Ἐκτελεστική Ἐπιτροπή τῆς Ε. Γ. Σ. ζητάει τή σύναξη ὅλων τῶν ἐπιτροπῶν τῶν σωματείων γιά νά συζητηθοῦν τά μέτρα γιά τήν ὀργάνωση τῆς πάλης ἐνάντια στήν ἀνεργία. Σύνοδος τῶν Σωματείων Ἀθηνῶν-Πειραιῶς θά γίνει τήν Τετάρτη. Ἡ Ἑνωτική Ἐπιτροπή τῶν ἐργατῶν καπνοβιομηχανίας καλεῖ τά μέλη της σέ γενική συνέλευση... bbox=[268, 810, 528, 909]
article-subtitle: ΗΛΕΚΤΡΟΠΑΡΑΓΩΓΗΣ ΣΤΗΝ ΕΣΣΔ bbox=[1174, 1301, 1368, 1334]
article-text: Οἱ ἀντιπρόσωποι τῆς ἀριστερᾶς δήλωσαν πώς θά συνεχίσουν τόν ἀγώνα μέσα στίς ὀργανώσεις τῶν δημοσίων ὑπαλλήλων γιά τή βελτίωση τῆς θέσεώς τους καί ἐνάντια στούς προδότες... bbox=[746, 866, 947, 928]
article-text: Στίς 2 Νοεμβρίου συγκροτήθηκε μιά γενική σύσκεψη ἀπό τά σωματεῖα τῶν Σωματείων φαντοροφόρων, ἐργατῶν ἐμπορικοῦ σηματοῦ καί τῆς πλοκῆς ἐφάμανσης τῶν σωματείων. Σκοπός ἦταν νά μπῆ κάποιος πρόσκλησις ἐργατικός ἀγώνα ἀλλά οἱ λικβιταριστές προσπάθησαν νά διασπάσουν τήν ἑνότητα τῶν ἐργατῶν καί νά ὁδηγήσουν τό κίνημα στήν ἧττα. Οἱ ἐργάτες ἀντέδρασαν καί ἀποφάσισαν νά συνεχίσουν τόν ἀγώνα ὑπό τήν καθοδήγηση τῆς Ἑνωτικῆς... bbox=[268, 137, 528, 262]
article-subtitle: ΚΑΙ ΒΟΥΛΓΑΡΩΝ ΚΟΜΙΤΑΤΖΗΔΩΝ bbox=[1431, 1588, 1545, 1621]
article-text-cont: Γιά τόν ἑορτασμό τῆς 13ης ἐπετείου τῆς Ὀκτωβριανῆς Ἐπανάστασης ἔγινε προχθές συγκέντρωση ἐργατῶν στή Δραπετσώνα. Οἱ ἐργάτες ἄκουσαν μέ προσοχή τούς ὁμιλητές καί ἐπιδοκίμασαν τό ἔργο τῆς Σοβιετικῆς Ἑνώσεως... bbox=[538, 1370, 738, 1457]
article-subtitle: ΦΤΩΧΩΝ ΧΩΡΙΚΩΝ ΣΤΗΝ ΕΛΑΣΣΟΝΑ bbox=[552, 1569, 724, 1602]
article-title: ΟΜΑΔΙΚΗ ΚΑΘΟΔΟΣ bbox=[538, 1540, 738, 1566]
main-article bbox=[538, 54, 1155, 659]
main-headline: Η ΕΝΩΤΙΚΗ ΓΕΝΙΚΗ ΣΥΝΟΜΟΣΠΟΝΔΙΑ bbox=[593, 54, 1100, 83]
article-title: ΕΚΔΟΣΕΙΣ bbox=[89, 1108, 176, 1128]
article-text: Οἱ συλληφθέντες συντρόφοι γιά τή συγκέντρωση τῆς Ὀκτωβριανῆς ἐπανάστασης ἀθωώθηκαν ἀπό τό δικαστήριο... bbox=[538, 1770, 738, 1819]
article-text: ΚΑΛΑΒΡΥΤΑ, 5 Νοεμβρίου (Τοῦ ἀνταποκριτοῦ μας). Προχθές ἡ τοπική Κομμουνιστική ὀργάνωση ἐξέδωσε προκήρυξη σχετικά μέ τήν ἐπέτειο τῆς Ὀκτωβριανῆς Ἐπανάστασης. Ἡ ἐργατική τάξη πού ἀκολουθεῖ προσεκτικά τό ἔργο τῆς Σοβιετικῆς Ἑνώσεως ἐχαιρέτισε μέ ἐνθουσιασμό τή μεγάλη ἐπέτειο... bbox=[6, 423, 259, 510]
sailors-article bbox=[1166, 54, 1594, 654]
article-text: Ὅπως ἀποδείχνεται οἱ κατήγοροι τῶν συντρόφων εἶναι χαφιέδες καί κοινοί ἀπατεῶνες πού ἔχουν καταδικαστεῖ πολλές φορές γιά πλαστογραφίες καί ἀπάτες... bbox=[1166, 905, 1376, 967]
article-text: Σχετικά μέ τήν παραβίαση τῆς ἰδιοκτησίας ἀνακοινώνεται ὅτι τό Συνδικάτο Ἐπισιτισμοῦ συγκαλεῖ τά μέλη του σέ συνέλευση... bbox=[268, 1137, 528, 1174]
article-subtitle-3: ΟΙ ΚΟΜΜΟΥΝΙΣΤΕΣ ΝΑΥΤΕΣ ΕΠΙ ΚΕΦΑΛΗΣ ΤΗΣ ΕΞΕΓΕΡΣΗΣ bbox=[1177, 137, 1583, 154]
article-subtitle-2: ΣΤΗ ΣΟΒ. ΕΝΩΣΗ bbox=[981, 1232, 1124, 1252]
article-text-cont: Στίς 2 Νοεμβρίου συγκροτήθηκε μιά γενική σύσκεψη ἀπό τά σωματεῖα τῶν Σωματείων φαντοροφόρων, ἐργατῶν ἐμπορικοῦ σηματοῦ καί τῆς πλοκῆς ἐφάμανσης τῶν σωματείων. Σκοπός ἦταν νά μπῆ κάποιος πρόσκλησις ἐργατικός ἀγώνα ἀλλά οἱ λικβιταριστές προσπάθησαν νά διασπάσουν τήν ἑνότητα τῶν ἐργατῶν καί νά ὁδηγήσουν τό κίνημα στήν ἧττα. Οἱ ἐργάτες ἀντέδρασαν καί ἀποφάσισαν νά συνεχίσουν τόν ἀγώνα ὑπό τήν καθοδήγηση τῆς Ἑνωτικῆς... bbox=[268, 392, 528, 517]
article-title: ΕΝΑΣ ΠΡΟΣΤΑΤΗΣ ΤΩΝ ΚΟΡΙΤΣΙΩΝ bbox=[268, 628, 528, 673]
article-subtitle-2: ΣΤΗ ΔΡΑΠΕΤΣΩΝΑ ΤΟΥ ΠΕΙΡΑΙΩΣ bbox=[558, 1246, 718, 1279]
article-text: Οἱ ἀντιπρόσωποι τῆς ἀριστερᾶς δήλωσαν πώς θά συνεχίσουν τόν ἀγώνα μέσα στίς ὀργανώσεις τῶν δημοσίων ὑπαλλήλων γιά τή βελτίωση τῆς θέσεώς τους καί ἐνάντια στούς προδότες... bbox=[954, 757, 1155, 819]
